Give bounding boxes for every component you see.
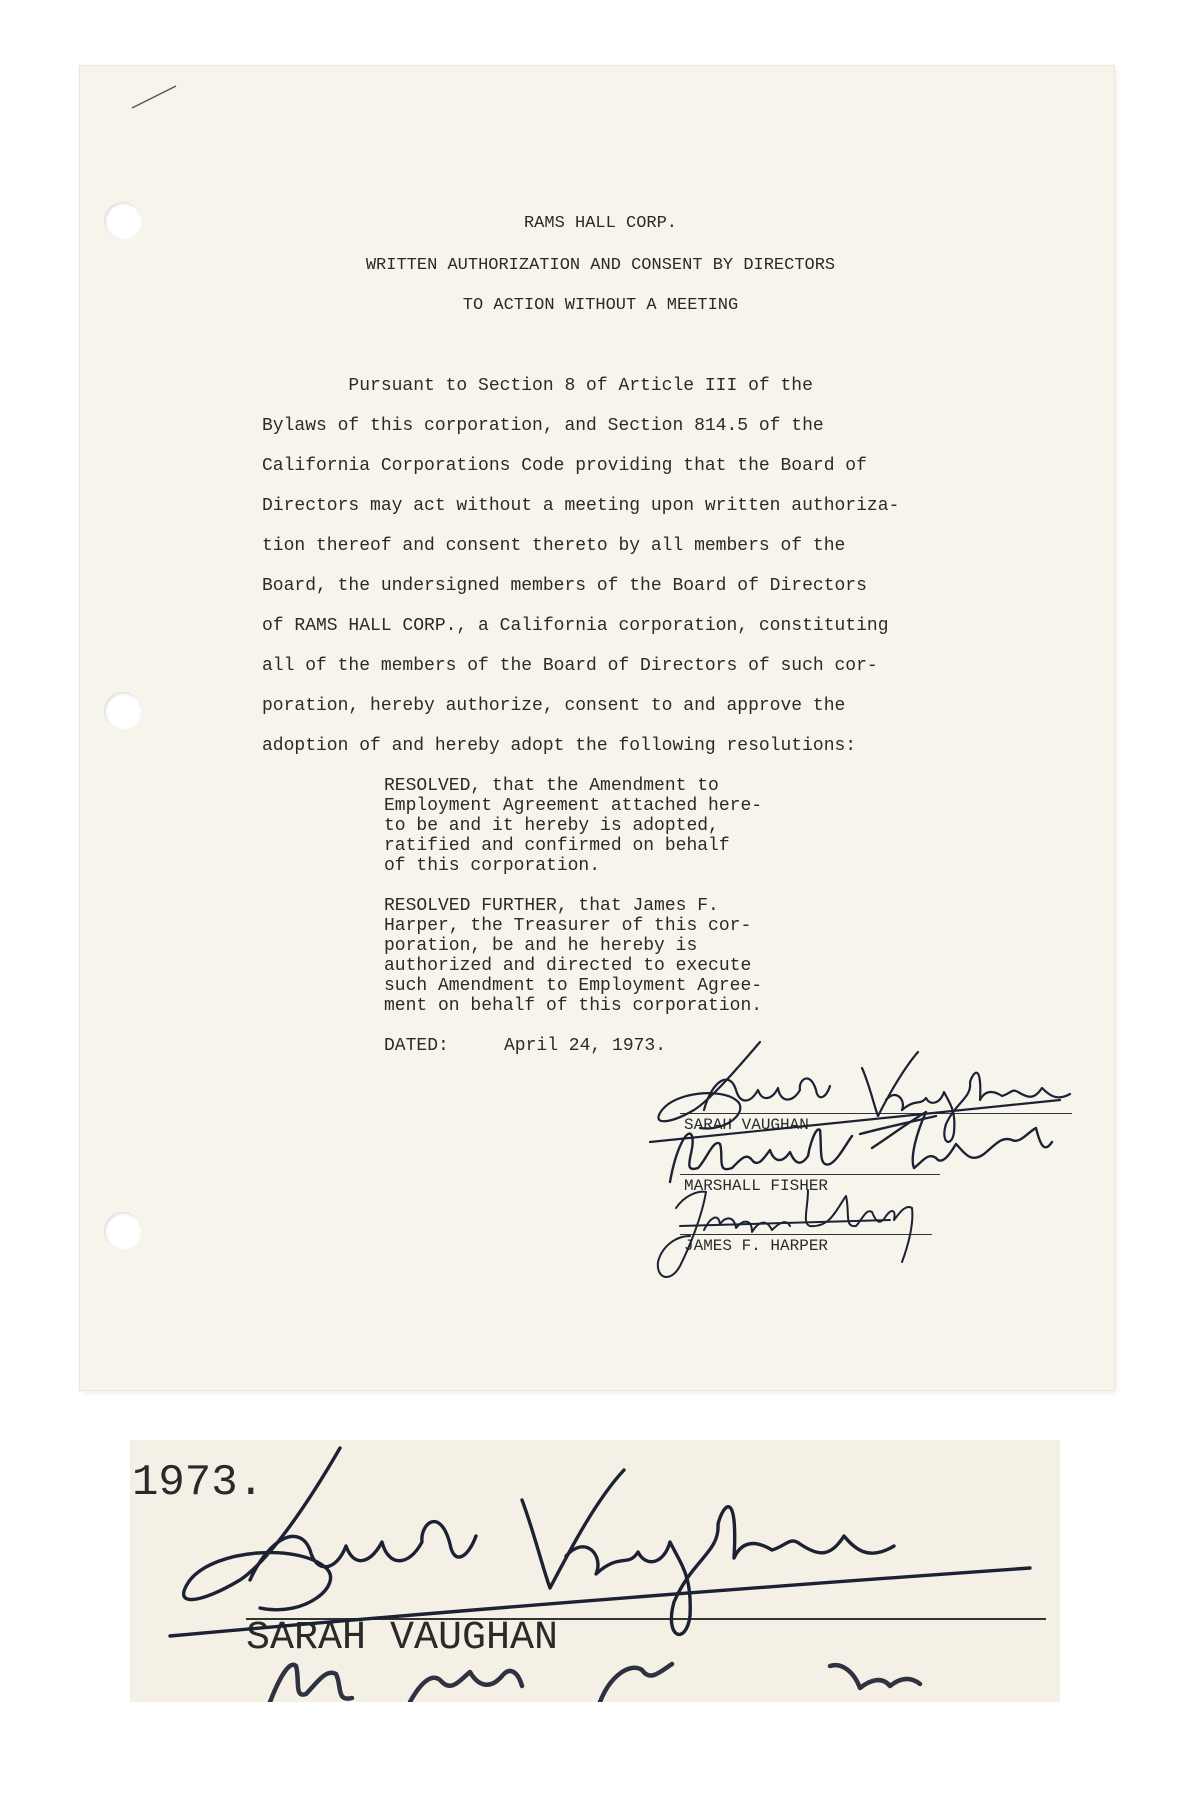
body-line: California Corporations Code providing that the Board of (262, 456, 867, 476)
resolution-line: Harper, the Treasurer of this cor- (384, 916, 752, 936)
body-line: Bylaws of this corporation, and Section 814.5 of the (262, 416, 824, 436)
body-line: Board, the undersigned members of the Board of Directors (262, 576, 867, 596)
resolution-line: such Amendment to Employment Agree- (384, 976, 763, 996)
resolution-line: to be and it hereby is adopted, (384, 816, 719, 836)
resolution-line: poration, be and he hereby is (384, 936, 698, 956)
signature-detail-panel (130, 1440, 1060, 1702)
handwritten-signatures (640, 1040, 1090, 1320)
detail-handwritten-signature (130, 1440, 1060, 1702)
detail-year-text: 1973. (132, 1458, 265, 1508)
binder-hole-bottom (104, 1212, 142, 1250)
resolution-line: of this corporation. (384, 856, 601, 876)
signature-james-harper (658, 1190, 913, 1277)
body-line: of RAMS HALL CORP., a California corporation, constituting (262, 616, 889, 636)
body-line: Pursuant to Section 8 of Article III of the (262, 376, 813, 396)
resolution-line: RESOLVED, that the Amendment to (384, 776, 719, 796)
body-line: tion thereof and consent thereto by all members of the (262, 536, 846, 556)
binder-hole-middle (104, 692, 142, 730)
resolution-line: authorized and directed to execute (384, 956, 752, 976)
resolution-line: Employment Agreement attached here- (384, 796, 763, 816)
resolution-line: ment on behalf of this corporation. (384, 996, 763, 1016)
title-line-1: WRITTEN AUTHORIZATION AND CONSENT BY DIRECTORS (365, 256, 836, 275)
resolution-line: ratified and confirmed on behalf (384, 836, 730, 856)
detail-signatory-name: SARAH VAUGHAN (246, 1616, 559, 1661)
company-heading: RAMS HALL CORP. (523, 214, 678, 233)
body-line: all of the members of the Board of Directors of such cor- (262, 656, 878, 676)
signatory-name-vaughan: SARAH VAUGHAN (684, 1116, 809, 1134)
title-line-2: TO ACTION WITHOUT A MEETING (462, 296, 739, 315)
body-line: poration, hereby authorize, consent to and approve the (262, 696, 846, 716)
resolution-line: RESOLVED FURTHER, that James F. (384, 896, 719, 916)
signatory-name-harper: JAMES F. HARPER (684, 1237, 829, 1255)
dated-label: DATED: (384, 1036, 449, 1056)
body-line: Directors may act without a meeting upon written authoriza- (262, 496, 900, 516)
signatory-name-fisher: MARSHALL FISHER (684, 1177, 829, 1195)
pencil-mark (130, 82, 180, 112)
signature-sarah-vaughan (650, 1042, 1070, 1142)
dated-value: April 24, 1973. (504, 1036, 667, 1056)
body-line: adoption of and hereby adopt the following resolutions: (262, 736, 857, 756)
